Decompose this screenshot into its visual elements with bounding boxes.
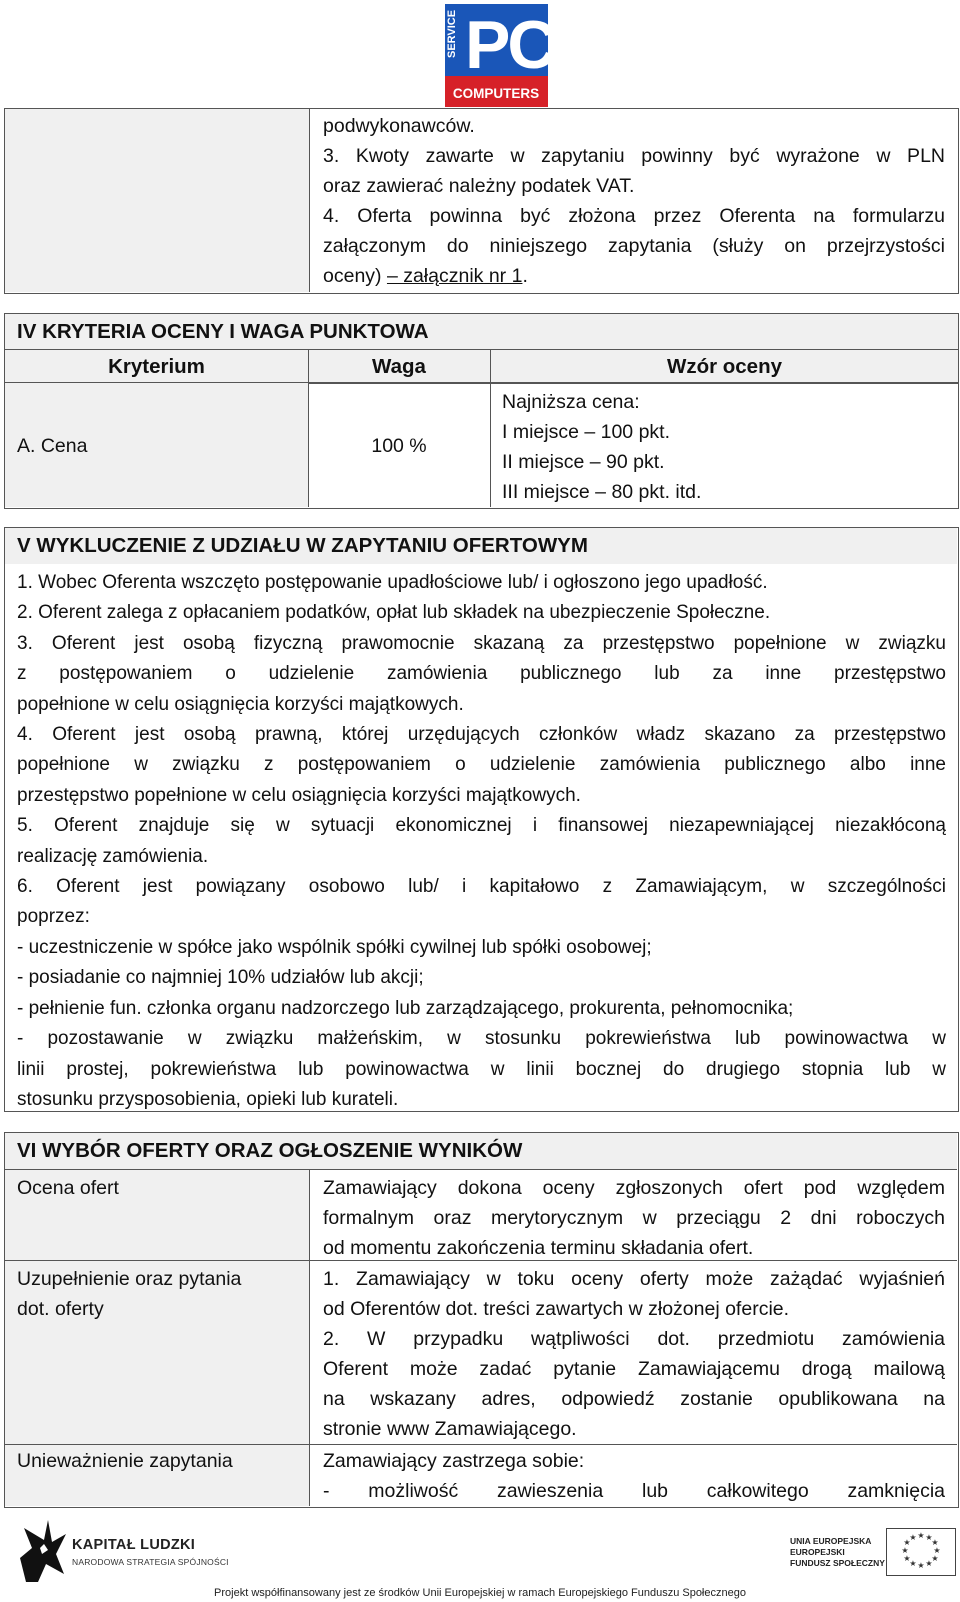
- exclusion-line: popełnione w związku z postępowaniem o udzielenie zamówienia publicznego albo inne: [17, 754, 946, 776]
- formula-line: III miejsce – 80 pkt. itd.: [502, 481, 702, 503]
- section5-content: [17, 568, 946, 1115]
- formula-line: I miejsce – 100 pkt.: [502, 421, 670, 443]
- section3-label-cell: [5, 109, 310, 292]
- row-content-uniewaznienie: [323, 1446, 945, 1506]
- section5-title: V WYKLUCZENIE Z UDZIAŁU W ZAPYTANIU OFERTOWYM: [17, 534, 588, 557]
- svg-text:★: ★: [925, 1533, 933, 1542]
- row-content-line: - możliwość zawieszenia lub całkowitego zamknięcia: [323, 1480, 945, 1502]
- svg-text:★: ★: [925, 1559, 933, 1568]
- kapital-ludzki-title: KAPITAŁ LUDZKI: [72, 1537, 196, 1553]
- exclusion-line: poprzez:: [17, 906, 90, 928]
- criteria-header-row: [4, 349, 959, 384]
- row-content-line: 1. Zamawiający w toku oceny oferty może zażądać wyjaśnień: [323, 1268, 945, 1290]
- exclusion-line: - uczestniczenie w spółce jako wspólnik spółki cywilnej lub spółki osobowej;: [17, 936, 652, 958]
- section3-line: oraz zawierać należny podatek VAT.: [323, 175, 635, 197]
- column-divider: [490, 383, 491, 507]
- section4-title-row: [4, 313, 959, 351]
- section3-line: 3. Kwoty zawarte w zapytaniu powinny być wyrażone w PLN: [323, 145, 945, 167]
- svg-text:★: ★: [909, 1533, 917, 1542]
- column-header-formula: Wzór oceny: [666, 355, 783, 378]
- row-content-ocena-ofert: [323, 1173, 945, 1263]
- criteria-row: [4, 382, 959, 509]
- attachment-link[interactable]: – załącznik nr 1: [386, 265, 523, 287]
- row-label-text: Ocena ofert: [17, 1177, 119, 1199]
- exclusion-line: 5. Oferent znajduje się w sytuacji ekonomicznej i finansowej niezapewniającej niezakłóconą: [17, 815, 946, 837]
- exclusion-line: - posiadanie co najmniej 10% udziałów lub akcji;: [17, 967, 424, 989]
- svg-text:★: ★: [931, 1538, 939, 1547]
- row-content-line: od Oferentów dot. treści zawartych w złożonej ofercie.: [323, 1298, 790, 1320]
- exclusion-line: 1. Wobec Oferenta wszczęto postępowanie upadłościowe lub/ i ogłoszono jego upadłość.: [17, 572, 768, 593]
- row-label-text: Unieważnienie zapytania: [17, 1450, 233, 1472]
- exclusion-line: stosunku przysposobienia, opieki lub kurateli.: [17, 1088, 399, 1110]
- weight-value: 100 %: [371, 435, 427, 457]
- exclusion-line: 2. Oferent zalega z opłacaniem podatków, opłat lub składek na ubezpieczenie Społeczne.: [17, 602, 771, 624]
- service-pc-computers-logo: [445, 4, 548, 107]
- exclusion-line: realizację zamówienia.: [17, 845, 209, 867]
- kapital-ludzki-icon: [18, 1518, 68, 1584]
- row-content-line: stronie www Zamawiającego.: [323, 1418, 577, 1440]
- row-divider: [5, 1444, 957, 1445]
- service-pc-computers-logo-icon: [445, 4, 548, 107]
- exclusion-line: - pełnienie fun. członka organu nadzorczego lub zarządzającego, prokurenta, pełnomocnika;: [17, 997, 794, 1019]
- exclusion-line: 3. Oferent jest osobą fizyczną prawomocnie skazaną za przestępstwo popełnione w związku: [17, 632, 946, 654]
- logo-big-text: PC: [465, 7, 548, 83]
- logo-bottom-text: COMPUTERS: [452, 86, 540, 101]
- row-content-line: na wskazany adres, odpowiedź zostanie opublikowana na: [323, 1388, 945, 1410]
- column-header-criterion: Kryterium: [108, 355, 205, 378]
- section3-line: załączonym do niniejszego zapytania (służy on przejrzystości: [323, 235, 945, 257]
- row-content-line: 2. W przypadku wątpliwości dot. przedmiotu zamówienia: [323, 1328, 945, 1350]
- row-content-line: formalnym oraz merytorycznym w przeciągu 2 dni roboczych: [323, 1207, 945, 1229]
- exclusion-line: 4. Oferent jest osobą prawną, której urzędujących członków władz skazano za przestępstwo: [17, 724, 946, 746]
- section5-box: [4, 527, 959, 1112]
- logo-side-text: SERVICE: [446, 9, 458, 58]
- kapital-ludzki-subtitle: NARODOWA STRATEGIA SPÓJNOŚCI: [72, 1557, 229, 1567]
- exclusion-line: popełnione w celu osiągnięcia korzyści majątkowych.: [17, 693, 464, 715]
- row-content-line: Oferent może zadać pytanie Zamawiającemu drogą mailową: [323, 1358, 945, 1380]
- criterion-value: A. Cena: [17, 435, 88, 457]
- row-content-uzupelnienie: [323, 1264, 945, 1444]
- row-content-line: od momentu zakończenia terminu składania ofert.: [323, 1237, 754, 1259]
- exclusion-line: - pozostawanie w związku małżeńskim, w stosunku pokrewieństwa lub powinowactwa w: [17, 1028, 946, 1050]
- formula-line: Najniższa cena:: [502, 391, 640, 413]
- row-label-uniewaznienie: [17, 1446, 233, 1476]
- section6-title: VI WYBÓR OFERTY ORAZ OGŁOSZENIE WYNIKÓW: [17, 1139, 523, 1162]
- kapital-ludzki-logo: [18, 1518, 68, 1584]
- eu-flag-logo: [886, 1528, 956, 1576]
- svg-text:★: ★: [903, 1554, 911, 1563]
- row-label-ocena-ofert: [17, 1173, 119, 1203]
- svg-text:★: ★: [917, 1561, 925, 1570]
- section3-box: [4, 108, 959, 294]
- svg-text:★: ★: [933, 1546, 941, 1555]
- section3-line: 4. Oferta powinna być złożona przez Oferenta na formularzu: [323, 205, 945, 227]
- row-label-uzupelnienie: [17, 1264, 241, 1324]
- svg-text:★: ★: [903, 1538, 911, 1547]
- eu-text: [790, 1536, 885, 1569]
- eu-text-line: EUROPEJSKI: [790, 1547, 845, 1557]
- row-label-text: Uzupełnienie oraz pytania: [17, 1268, 242, 1290]
- section3-text: oceny): [323, 265, 387, 287]
- exclusion-line: 6. Oferent jest powiązany osobowo lub/ i kapitałowo z Zamawiającym, w szczególności: [17, 876, 946, 898]
- eu-text-line: UNIA EUROPEJSKA: [790, 1536, 872, 1546]
- svg-text:★: ★: [917, 1531, 925, 1540]
- column-header-weight: Waga: [372, 355, 426, 378]
- section4-title: IV KRYTERIA OCENY I WAGA PUNKTOWA: [17, 320, 429, 343]
- section3-text: .: [522, 265, 528, 287]
- section3-line: podwykonawców.: [323, 115, 475, 137]
- row-label-text: dot. oferty: [17, 1298, 104, 1320]
- section3-last-line: [323, 261, 945, 291]
- row-content-line: Zamawiający zastrzega sobie:: [323, 1450, 585, 1472]
- section3-content: [323, 111, 945, 291]
- svg-text:★: ★: [901, 1546, 909, 1555]
- exclusion-line: z postępowaniem o udzielenie zamówienia publicznego lub za inne przestępstwo: [17, 663, 946, 685]
- footer-note: Projekt współfinansowany jest ze środków Unii Europejskiej w ramach Europejskiego Funduszu Społecznego: [214, 1587, 746, 1599]
- svg-text:★: ★: [931, 1554, 939, 1563]
- eu-flag-icon: [886, 1528, 956, 1576]
- formula-line: II miejsce – 90 pkt.: [502, 451, 665, 473]
- exclusion-line: przestępstwo popełnione w celu osiągnięcia korzyści majątkowych.: [17, 784, 581, 806]
- section6-box: [4, 1132, 959, 1508]
- exclusion-line: linii prostej, pokrewieństwa lub powinowactwa w linii bocznej do drugiego stopnia lub w: [17, 1058, 946, 1080]
- svg-text:★: ★: [909, 1559, 917, 1568]
- eu-text-line: FUNDUSZ SPOŁECZNY: [790, 1558, 885, 1568]
- formula-value: [502, 387, 701, 507]
- row-content-line: Zamawiający dokona oceny zgłoszonych ofert pod względem: [323, 1177, 945, 1199]
